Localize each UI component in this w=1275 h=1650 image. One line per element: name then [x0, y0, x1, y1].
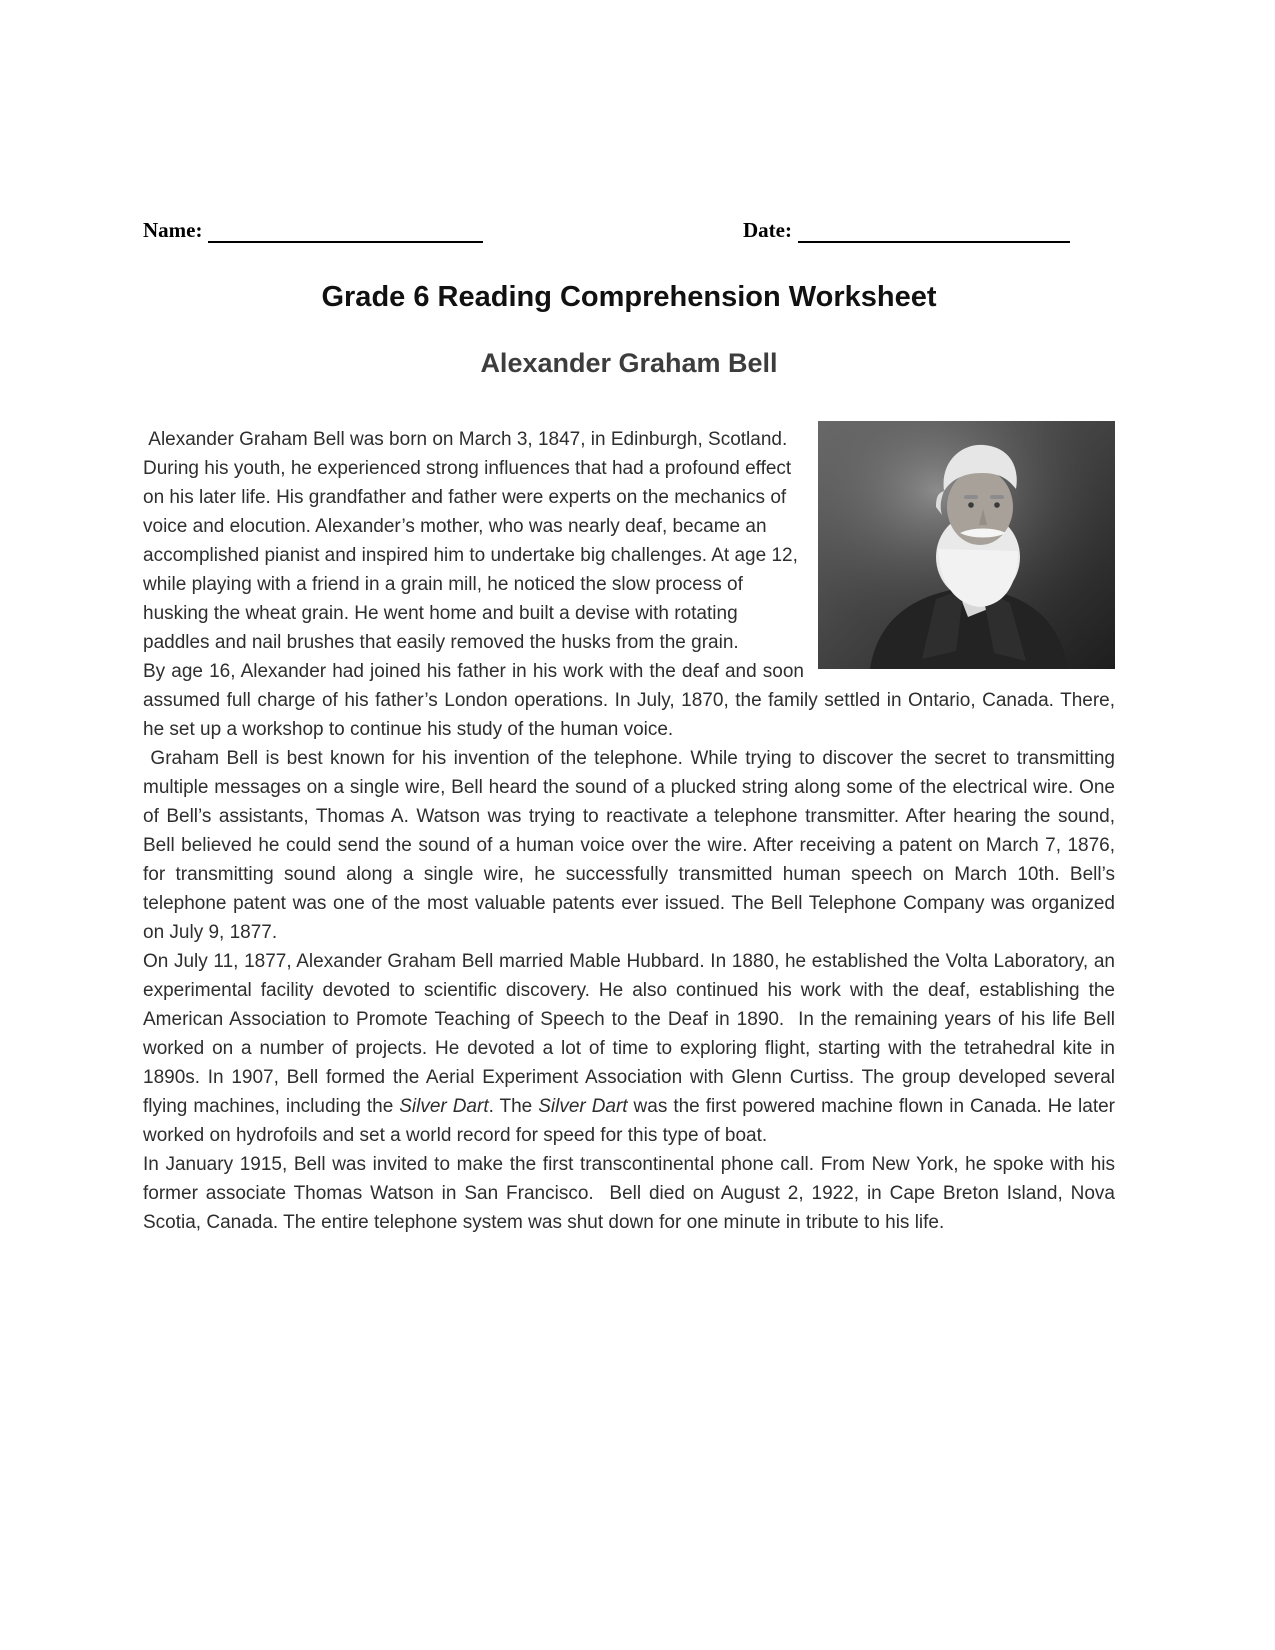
- name-field: [143, 218, 483, 243]
- name-blank-line: [208, 219, 483, 243]
- paragraph-4: [143, 947, 1115, 1150]
- silver-dart-title-2: Silver Dart: [538, 1096, 628, 1117]
- paragraph-5-text: In January 1915, Bell was invited to make the first transcontinental phone call. From New York, he spoke with his former associate Thomas Watson in San Francisco. Bell died on August 2, 1922, in Cape Breton Island, Nova Scotia, Canada. The entire telephone system was shut down for one minute in tribute to his life.: [143, 1154, 1115, 1233]
- paragraph-2: [143, 657, 1115, 744]
- name-date-row: [143, 218, 1115, 243]
- article-title: Alexander Graham Bell: [480, 348, 778, 378]
- paragraph-5: [143, 1150, 1115, 1237]
- bell-portrait-photo: [818, 421, 1115, 669]
- paragraph-4-text-a: On July 11, 1877, Alexander Graham Bell married Mable Hubbard. In 1880, he established the Volta Laboratory, an experimental facility devoted to scientific discovery. He also continued his work with the deaf, establishing the American Association to Promote Teaching of Speech to the Deaf in 1890. In the remaining years of his life Bell worked on a number of projects. He devoted a lot of time to exploring flight, starting with the tetrahedral kite in 1890s. In 1907, Bell formed the Aerial Experiment Association with Glenn Curtiss. The group developed several flying machines, including the: [143, 951, 1115, 1117]
- silver-dart-title-1: Silver Dart: [399, 1096, 489, 1117]
- article-body: [143, 425, 1115, 1237]
- name-label: Name:: [143, 218, 203, 242]
- paragraph-4-text-b: . The: [488, 1096, 539, 1117]
- date-field: [743, 218, 1070, 243]
- paragraph-3: [143, 744, 1115, 947]
- paragraph-3-text: Graham Bell is best known for his invention of the telephone. While trying to discover the secret to transmitting multiple messages on a single wire, Bell heard the sound of a plucked string along some of the electrical wire. One of Bell’s assistants, Thomas A. Watson was trying to reactivate a telephone transmitter. After hearing the sound, Bell believed he could send the sound of a human voice over the wire. After receiving a patent on March 7, 1876, for transmitting sound along a single wire, he successfully transmitted human speech on March 10th. Bell’s telephone patent was one of the most valuable patents ever issued. The Bell Telephone Company was organized on July 9, 1877.: [143, 748, 1115, 943]
- date-label: Date:: [743, 218, 792, 242]
- paragraph-1-text: Alexander Graham Bell was born on March 3, 1847, in Edinburgh, Scotland. During his youth, he experienced strong influences that had a profound effect on his later life. His grandfather and father were experts on the mechanics of voice and elocution. Alexander’s mother, who was nearly deaf, became an accomplished pianist and inspired him to undertake big challenges. At age 12, while playing with a friend in a grain mill, he noticed the slow process of husking the wheat grain. He went home and built a devise with rotating paddles and nail brushes that easily removed the husks from the grain.: [143, 429, 798, 653]
- worksheet-title: Grade 6 Reading Comprehension Worksheet: [321, 281, 937, 313]
- bell-portrait-illustration: [818, 421, 1115, 669]
- date-blank-line: [798, 219, 1070, 243]
- paragraph-4-text-c: was the first powered machine flown in Canada. He later worked on hydrofoils and set a world record for speed for this type of boat.: [143, 1096, 1115, 1146]
- paragraph-2-text: By age 16, Alexander had joined his father in his work with the deaf and soon assumed full charge of his father’s London operations. In July, 1870, the family settled in Ontario, Canada. There, he set up a workshop to continue his study of the human voice.: [143, 661, 1115, 740]
